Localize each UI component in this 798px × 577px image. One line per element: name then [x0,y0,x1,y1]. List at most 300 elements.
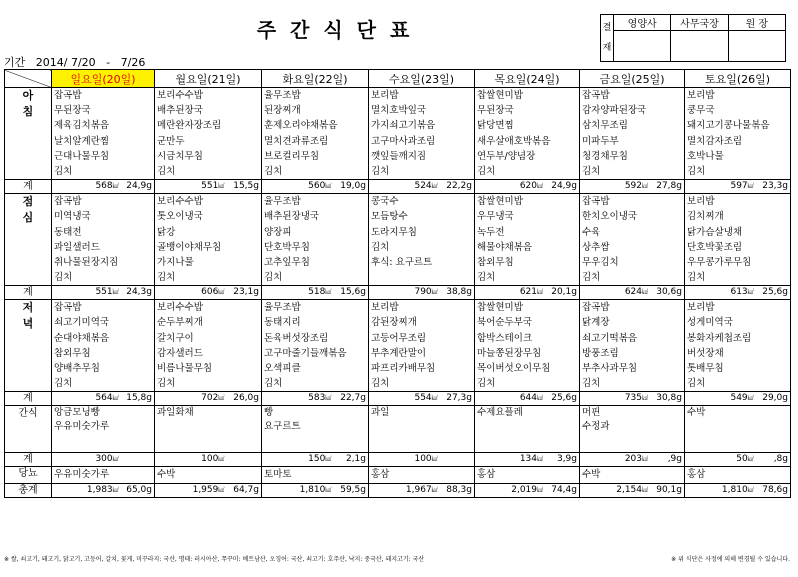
grand-total-cell-values [475,484,579,497]
protein-value: 25,6g [762,287,788,298]
kcal-number: 560 [308,181,326,192]
snack-item: 빵 [264,407,274,419]
snack-total-cell-values [155,453,261,466]
dish-item: 잡곡밥 [54,302,82,314]
snack-cell [475,406,580,453]
snack-spacer [262,434,368,452]
dish-cell [52,88,155,180]
meal-total-cell-values [155,286,261,299]
kcal-unit: ㎉ [747,289,754,297]
snack-item [475,420,579,434]
dish-item: 깻잎들깨지짐 [371,150,427,162]
protein-value: 38,8g [446,287,472,298]
snack-total-cell-values [475,453,579,466]
dish-item: 김치 [687,272,706,284]
dish-cell [685,194,791,286]
footnote-notice: ※ 위 식단은 사정에 의해 변경될 수 있습니다. [671,556,790,563]
snack-item: 수박 [687,407,706,419]
protein-value: ,8g [773,454,788,465]
kcal-number: 1,810 [721,484,748,495]
dish-item: 쇠고기떡볶음 [582,332,638,344]
kcal-number: 554 [414,393,432,404]
footnote [4,554,790,563]
kcal-value [475,180,545,193]
meal-label-bottom: 녁 [22,317,34,331]
meal-total-cell-values [369,180,474,193]
dish-item: 톳배무침 [687,363,724,374]
diabetic-cell [685,467,791,483]
protein-value: 24,3g [126,287,152,298]
protein-value: 22,7g [340,393,366,404]
dish-item: 돈육버섯장조림 [264,332,329,344]
dish-item: 참외무침 [477,256,514,268]
dish-item: 김치 [582,272,601,284]
dish-item: 녹두전 [477,226,505,238]
dish-item: 보리밥 [687,302,715,314]
page-title: 주간식단표 [256,18,424,42]
snack-label: 간식 [5,406,52,453]
kcal-number: 134 [519,454,537,465]
kcal-value [685,286,756,299]
protein-value: 30,6g [656,287,682,298]
dish-item: 미파두부 [582,135,619,147]
kcal-unit: ㎉ [218,289,225,297]
kcal-unit: ㎉ [325,456,332,464]
approval-role-director: 원 장 [728,15,785,31]
dish-item: 쇠고기미역국 [54,317,110,329]
grand-total-cell-values [369,484,474,497]
period-end: 7/26 [120,56,146,69]
snack-item: 과일화채 [157,407,194,419]
diabetic-cell [155,467,262,483]
meal-total-cell-values [685,180,790,193]
diabetic-row [5,467,791,483]
protein-value: 30,8g [656,393,682,404]
dish-item: 해물야채볶음 [477,241,533,253]
protein-value: 23,1g [233,287,259,298]
approval-sign-director[interactable] [728,31,785,62]
dish-cell [580,300,685,392]
subtotal-label: 계 [5,453,52,467]
corner-cell [5,70,52,88]
kcal-value [475,453,545,466]
kcal-number: 1,983 [86,484,113,495]
dish-item: 김치 [687,378,706,390]
kcal-value [262,180,333,193]
dish-item: 김치 [264,272,283,284]
kcal-unit: ㎉ [747,456,754,464]
kcal-number: 621 [519,287,537,298]
dish-item: 보리수수밥 [157,90,203,101]
diabetic-item: 홍삼 [687,469,706,481]
dish-item: 청경채무침 [582,150,628,162]
dish-item: 김치 [687,165,706,177]
kcal-unit: ㎉ [325,183,332,191]
protein-value: 2,1g [345,454,366,465]
snack-spacer [580,434,684,452]
dish-item: 톳오이냉국 [157,211,203,223]
day-header: 토요일(26일) [685,70,791,88]
dish-item: 찹쌀현미밥 [477,90,523,101]
snack-item: 과일 [371,407,390,419]
meal-total-row [5,286,791,300]
dish-item: 목이버섯오이무침 [477,363,551,374]
dish-item: 파프리카배무침 [371,363,436,374]
dish-cell [475,194,580,286]
kcal-value [262,484,333,497]
dish-item: 찹쌀현미밥 [477,196,523,208]
diabetic-label: 당뇨 [5,467,52,483]
meal-total-cell-values [52,392,154,405]
dish-cell [685,88,791,180]
diabetic-item: 수박 [157,469,176,481]
dish-item: 삼치무조림 [582,120,628,132]
footnote-origin: ※ 쌀, 쇠고기, 돼고기, 닭고기, 고등어, 갈치, 꽃게, 미꾸라지: 국산, 명태: 러시아산, 쭈꾸미: 베트남산, 오징어: 국산, 쇠고기: 호주산, 낙지: 중국산, 돼지고기: 국산 [4,556,425,563]
dish-item: 김치 [371,378,390,390]
snack-total-cell [369,453,475,467]
kcal-value [369,484,440,497]
dish-item: 김치 [264,378,283,390]
dish-item: 닭계장 [582,317,610,329]
dish-item: 후식: 요구르트 [371,256,433,268]
dish-item: 부추계란말이 [371,347,427,359]
dish-item: 콩국수 [371,196,399,208]
meal-total-cell-values [369,392,474,405]
dish-item: 김치 [54,272,73,284]
dish-item: 김치 [582,378,601,390]
dish-item: 멸치감자조림 [687,135,743,147]
dish-item: 율무조밥 [264,90,301,101]
protein-value: 27,8g [656,181,682,192]
dish-item: 상추쌈 [582,241,610,253]
kcal-number: 2,154 [616,484,642,495]
kcal-unit: ㎉ [218,395,225,403]
dish-item: 양장피 [264,226,292,238]
protein-value: 24,9g [551,181,577,192]
meal-total-cell-values [475,392,579,405]
protein-value: 20,1g [551,287,577,298]
dish-item: 마늘쫑된장무침 [477,347,542,359]
kcal-unit: ㎉ [218,486,225,494]
meal-total-cell-values [52,180,154,193]
dish-item: 수육 [582,226,601,238]
kcal-value [262,286,333,299]
grand-total-cell [52,483,155,497]
kcal-number: 597 [730,181,748,192]
kcal-value [580,392,650,405]
kcal-unit: ㎉ [431,289,438,297]
diabetic-cell [475,467,580,483]
kcal-unit: ㎉ [325,486,332,494]
kcal-value [369,392,440,405]
dish-item: 연두부/양념장 [477,150,536,162]
kcal-number: 606 [201,287,219,298]
kcal-value [475,286,545,299]
grand-total-cell-values [52,484,154,497]
day-header: 금요일(25일) [580,70,685,88]
meal-row [5,194,791,286]
dish-item: 시금치무침 [157,150,203,162]
meal-total-cell [52,286,155,300]
dish-item: 감자양파된장국 [582,105,647,117]
period-dash: - [106,56,111,69]
snack-total-cell-values [580,453,684,466]
protein-value: 65,0g [126,484,152,495]
meal-total-cell-values [580,180,684,193]
dish-cell [155,88,262,180]
dish-item: 고구마줄기들깨볶음 [264,347,347,359]
approval-sign-dietitian[interactable] [614,31,671,62]
dish-item: 김치 [54,165,73,177]
diabetic-cell [369,467,475,483]
meal-total-row [5,392,791,406]
kcal-unit: ㎉ [537,456,544,464]
kcal-number: 100 [201,454,219,465]
period-start: 2014/ 7/20 [35,56,96,69]
kcal-unit: ㎉ [325,289,332,297]
kcal-unit: ㎉ [642,486,649,494]
day-header: 수요일(23일) [369,70,475,88]
grand-total-cell [262,483,369,497]
subtotal-label: 계 [5,180,52,194]
dish-item: 동태지리 [264,317,301,329]
snack-total-cell-values [262,453,368,466]
meal-label [5,194,52,286]
dish-item: 호박나물 [687,150,724,162]
protein-value: ,9g [667,454,682,465]
dish-item: 성게미역국 [687,317,733,329]
snack-spacer [369,434,474,452]
dish-item: 제육김치볶음 [54,120,110,132]
dish-item: 보리밥 [687,196,715,208]
snack-cell [155,406,262,453]
dish-item: 보리밥 [687,90,715,101]
dish-cell [475,300,580,392]
dish-item: 단호박무침 [264,241,310,253]
dish-item: 함박스테이크 [477,332,533,344]
kcal-value [52,180,121,193]
dish-item: 메란완자장조림 [157,120,222,132]
kcal-unit: ㎉ [112,183,119,191]
kcal-number: 100 [414,454,432,465]
protein-value: 24,9g [126,181,152,192]
kcal-value [685,453,756,466]
dish-item: 잡곡밥 [54,90,82,101]
snack-cell [580,406,685,453]
day-header: 일요일(20일) [52,70,155,88]
dish-item: 근대나물무침 [54,150,110,162]
dish-item: 보리수수밥 [157,302,203,314]
dish-item: 과일샐러드 [54,241,100,253]
dish-item: 미역냉국 [54,211,91,223]
meal-label-top: 아 [22,89,34,102]
dish-item: 순대야채볶음 [54,332,110,344]
kcal-number: 592 [624,181,642,192]
meal-total-cell [155,180,262,194]
kcal-unit: ㎉ [537,486,544,494]
dish-item: 한치오이냉국 [582,211,638,223]
snack-cell [262,406,369,453]
meal-total-cell [475,286,580,300]
kcal-number: 50 [736,454,748,465]
meal-total-cell-values [685,286,790,299]
snack-spacer [52,434,154,452]
grand-total-cell-values [155,484,261,497]
grand-total-cell [580,483,685,497]
diabetic-item: 우유미숫가루 [54,469,110,481]
dish-cell [262,88,369,180]
meal-total-cell-values [475,286,579,299]
dish-item: 김치 [371,241,390,253]
dish-cell [52,300,155,392]
dish-item: 무된장국 [477,105,514,117]
dish-cell [369,88,475,180]
dish-item: 감자샐러드 [157,347,203,359]
dish-item: 고구마사과조림 [371,135,436,147]
snack-spacer [475,434,579,452]
dish-item [369,270,474,285]
kcal-value [262,453,333,466]
protein-value [440,453,474,466]
kcal-number: 551 [95,287,113,298]
dish-cell [369,300,475,392]
protein-value: 23,3g [762,181,788,192]
kcal-unit: ㎉ [537,183,544,191]
kcal-number: 524 [414,181,432,192]
diabetic-item: 홍삼 [477,469,496,481]
dish-item: 배추된장국 [157,105,203,117]
dish-item: 김치 [582,165,601,177]
dish-item: 김치 [371,165,390,177]
dish-item: 율무조밥 [264,196,301,208]
dish-item: 단호박꽃조림 [687,241,743,253]
meal-total-cell [262,180,369,194]
dish-item: 닭가슴살냉채 [687,226,743,238]
kcal-value [52,392,121,405]
kcal-unit: ㎉ [747,486,754,494]
kcal-unit: ㎉ [112,456,119,464]
kcal-value [475,484,545,497]
kcal-value [369,286,440,299]
dish-item: 버섯장채 [687,347,724,359]
dish-item: 새우살애호박볶음 [477,135,551,147]
kcal-unit: ㎉ [431,183,438,191]
dish-item: 잡곡밥 [54,196,82,208]
dish-item: 보리밥 [371,90,399,101]
dish-item: 취나물된장지짐 [54,256,119,268]
grand-total-row [5,483,791,497]
kcal-unit: ㎉ [537,289,544,297]
dish-item: 김치 [264,165,283,177]
kcal-number: 300 [95,454,113,465]
meal-total-cell [155,392,262,406]
protein-value [226,453,261,466]
kcal-unit: ㎉ [325,395,332,403]
kcal-value [369,453,440,466]
kcal-value [685,392,756,405]
dish-item: 봉화자케첩조림 [687,332,752,344]
meal-total-cell-values [475,180,579,193]
meal-total-cell-values [262,286,368,299]
meal-label [5,300,52,392]
diabetic-cell [262,467,369,483]
dish-item: 김치 [157,165,176,177]
dish-item: 양배추무침 [54,363,100,374]
snack-total-cell [685,453,791,467]
kcal-unit: ㎉ [112,289,119,297]
dish-item: 모듬탕수 [371,211,408,223]
meal-label-bottom: 심 [22,211,34,225]
snack-total-row [5,453,791,467]
snack-total-cell [52,453,155,467]
kcal-value [52,286,121,299]
meal-total-cell [580,286,685,300]
kcal-number: 790 [414,287,432,298]
kcal-value [580,286,650,299]
dish-cell [369,194,475,286]
kcal-number: 1,959 [192,484,219,495]
grand-total-cell [155,483,262,497]
protein-value: 19,0g [340,181,366,192]
dish-item: 도라지무침 [371,226,417,238]
dish-item: 방풍조림 [582,347,619,359]
dish-item: 잡곡밥 [582,302,610,314]
grand-total-cell-values [580,484,684,497]
kcal-value [262,392,333,405]
kcal-value [580,484,650,497]
protein-value: 90,1g [656,484,682,495]
meal-total-cell [369,392,475,406]
protein-value: 59,5g [340,484,366,495]
protein-value [121,453,154,466]
period-line [4,54,145,70]
meal-total-cell [685,286,791,300]
meal-total-cell [262,392,369,406]
dish-item: 갈치구이 [157,332,194,344]
snack-item: 수제요플레 [477,407,523,419]
approval-sign-office-manager[interactable] [671,31,728,62]
meal-total-row [5,180,791,194]
snack-cell [369,406,475,453]
dish-item: 김치 [477,272,496,284]
protein-value: 15,6g [340,287,366,298]
snack-spacer [155,434,261,452]
kcal-number: 735 [624,393,642,404]
snack-row [5,406,791,453]
period-label: 기간 [4,56,26,69]
kcal-unit: ㎉ [642,395,649,403]
approval-side-label [601,15,614,62]
meal-total-cell-values [52,286,154,299]
grand-total-cell [475,483,580,497]
weekly-menu-table [4,69,791,498]
meal-row [5,300,791,392]
grand-total-cell [369,483,475,497]
diabetic-cell [52,467,155,483]
kcal-value [685,180,756,193]
kcal-unit: ㎉ [431,486,438,494]
meal-total-cell [369,180,475,194]
approval-role-dietitian: 영양사 [614,15,671,31]
meal-total-cell-values [155,180,261,193]
dish-item: 북어순두부국 [477,317,533,329]
dish-item: 참외무침 [54,347,91,359]
kcal-unit: ㎉ [218,456,225,464]
dish-cell [580,88,685,180]
meal-total-cell-values [262,180,368,193]
approval-side-bottom: 재 [602,43,612,53]
day-header: 월요일(21일) [155,70,262,88]
